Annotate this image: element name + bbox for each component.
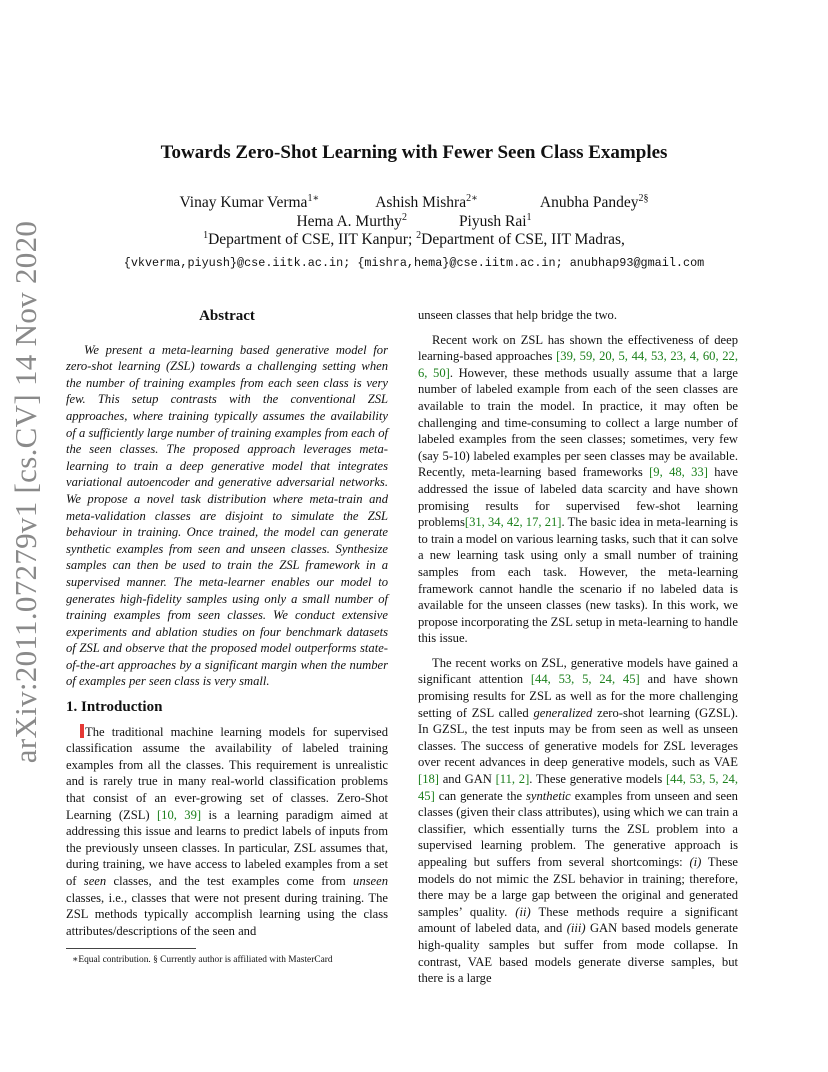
citation-link[interactable]: [44, 53, 5, 24, 45]: [530, 672, 640, 687]
paper-title: Towards Zero-Shot Learning with Fewer Seen Class Examples: [160, 142, 668, 163]
author-pandey: Anubha Pandey$^{2\S}$: [539, 193, 649, 211]
affiliation-line: $^1$Department of CSE, IIT Kanpur; $^2$Department of CSE, IIT Madras,: [203, 230, 625, 248]
author-block: [0, 194, 828, 250]
section-heading-introduction: 1. Introduction: [66, 699, 163, 716]
right-column: [418, 307, 738, 987]
abstract-heading: Abstract: [199, 308, 255, 324]
citation-link[interactable]: [10, 39]: [156, 807, 202, 822]
arxiv-stamp: arXiv:2011.07279v1 [cs.CV] 14 Nov 2020: [8, 220, 43, 764]
citation-link[interactable]: [9, 48, 33]: [649, 465, 708, 480]
footnote: ∗Equal contribution. § Currently author is affiliated with MasterCard: [72, 955, 333, 965]
generative-models-paragraph: The recent works on ZSL, generative models have gained a significant attention [44, 53, 5, 24, 45] and have shown promising results for ZSL as well as for the more challenging setting of ZSL called generalized zero-shot learning (GZSL). In GZSL, the test inputs may be from seen as well as unseen classes. The success of generative models for ZSL leverages over recent advances in deep generative models, such as VAE [18] and GAN [11, 2]. These generative models [44, 53, 5, 24, 45] can generate the synthetic examples from unseen and seen classes (given their class attributes), using which we can train a classifier, which essentially turns the ZSL problem into a supervised learning problem. The generative approach is appealing but suffers from several shortcomings: (i) These models do not mimic the ZSL behavior in training; therefore, there may be a large gap between the original and generated samples’ quality. (ii) These methods require a significant amount of labeled data, and (iii) GAN based models generate high-quality samples but suffer from mode collapse. In contrast, VAE based models generate diverse samples, but there is a large: [418, 655, 739, 986]
abstract-text: We present a meta-learning based generative model for zero-shot learning (ZSL) towards a challenging setting when the number of training examples from each seen class is very few. This setup contrasts with the conventional ZSL approaches, where training typically assumes the availability of a sufficiently large number of training examples from each of the seen classes. The proposed approach leverages meta-learning to train a deep generative model that integrates variational autoencoder and generative adversarial networks. We propose a novel task distribution where meta-train and meta-validation classes are disjoint to simulate the ZSL behaviour in training. Once trained, the model can generate synthetic examples from seen and unseen classes. Synthesize samples can then be used to train the ZSL framework in a supervised manner. The meta-learner enables our model to generates high-fidelity samples using only a small number of training examples from seen classes. We conduct extensive experiments and ablation studies on four benchmark datasets of ZSL and observe that the proposed model outperforms state-of-the-art approaches by a significant margin when the number of examples per seen class is very small.: [66, 342, 388, 689]
author-verma: Vinay Kumar Verma$^{1∗}$: [179, 193, 320, 211]
citation-link[interactable]: [39, 59, 20, 5, 44, 53, 23, 4, 60, 22, 6, 50]: [418, 349, 739, 380]
citation-link[interactable]: [11, 2]: [495, 772, 530, 787]
comment-marker: [80, 724, 84, 738]
author-emails: {vkverma,piyush}@cse.iitk.ac.in; {mishra,hema}@cse.iitm.ac.in; anubhap93@gmail.com: [123, 256, 705, 270]
citation-link[interactable]: [44, 53, 5, 24, 45]: [418, 772, 739, 803]
author-row-1: [0, 194, 828, 213]
author-row-2: [0, 213, 828, 232]
author-murthy: Hema A. Murthy$^2$: [296, 211, 407, 230]
continued-paragraph: unseen classes that help bridge the two.: [418, 308, 617, 322]
citation-link[interactable]: [18]: [418, 772, 439, 787]
author-mishra: Ashish Mishra$^{2∗}$: [375, 193, 478, 211]
author-rai: Piyush Rai$^1$: [458, 211, 532, 230]
left-column: [66, 308, 388, 939]
intro-paragraph: The traditional machine learning models for supervised classification assume the availability of labeled training examples from all the classes. This requirement is unrealistic and is rarely true in many real-world classification problems that consist of an ever-growing set of classes. Zero-Shot Learning (ZSL) [10, 39] is a learning paradigm aimed at addressing this issue and learns to predict labels of inputs from the previously unseen classes. In particular, ZSL assumes that, during training, we have access to labeled examples from a set of seen classes, and the test examples come from unseen classes, i.e., classes that were not present during training. The ZSL methods typically accomplish learning using the class attributes/descriptions of the seen and: [66, 724, 389, 938]
related-work-paragraph: Recent work on ZSL has shown the effectiveness of deep learning-based approaches [39, 59, 20, 5, 44, 53, 23, 4, 60, 22, 6, 50]. However, these methods usually assume that a large number of labeled example from each of the seen classes are available to train the model. In practice, it may often be challenging and time-consuming to collect a large number of labeled examples from the seen classes; sometimes, very few (say 5-10) labeled examples per seen classes may be available. Recently, meta-learning based frameworks [9, 48, 33] have addressed the issue of labeled data scarcity and have shown promising results for supervised few-shot learning problems[31, 34, 42, 17, 21]. The basic idea in meta-learning is to train a model on various learning tasks, such that it can solve a new learning task using only a small number of training samples from each task. However, the meta-learning framework cannot handle the scenario if no labeled data is available for the unseen classes (new tasks). In this work, we propose incorporating the ZSL setup in meta-learning to handle this issue.: [418, 332, 739, 646]
citation-link[interactable]: [31, 34, 42, 17, 21]: [464, 515, 562, 530]
footnote-rule: [66, 948, 196, 949]
